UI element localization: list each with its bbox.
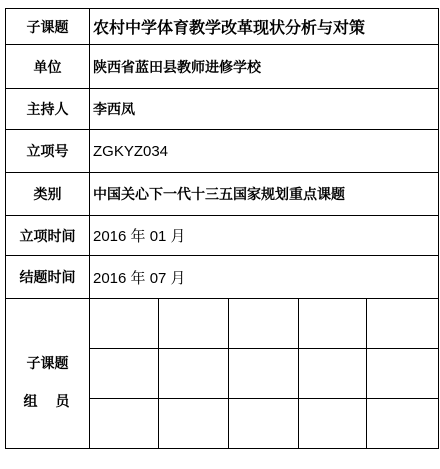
unit-label: 单位 (6, 45, 90, 89)
row-start-time (6, 216, 439, 256)
row-end-time (6, 256, 439, 299)
row-subproject-title (6, 9, 439, 45)
category-label: 类别 (6, 173, 90, 216)
member-cell (159, 299, 229, 349)
member-cell (367, 399, 439, 449)
row-project-id (6, 130, 439, 173)
member-cell (299, 349, 367, 399)
category-value: 中国关心下一代十三五国家规划重点课题 (90, 173, 439, 216)
project-id-value: ZGKYZ034 (90, 130, 439, 173)
project-id-label: 立项号 (6, 130, 90, 173)
members-label-line2: 组员 (23, 393, 88, 410)
row-unit (6, 45, 439, 89)
host-value: 李西凤 (90, 89, 439, 130)
member-cell (229, 349, 299, 399)
end-time-value: 2016 年 07 月 (90, 256, 439, 299)
project-info-table (5, 8, 439, 449)
subproject-title-value: 农村中学体育教学改革现状分析与对策 (90, 9, 439, 45)
member-cell (299, 399, 367, 449)
member-cell (90, 349, 159, 399)
members-label-line1: 子课题 (26, 355, 69, 372)
member-cell (159, 399, 229, 449)
row-category (6, 173, 439, 216)
start-time-label: 立项时间 (6, 216, 90, 256)
start-time-value: 2016 年 01 月 (90, 216, 439, 256)
members-label (6, 299, 90, 449)
member-cell (229, 399, 299, 449)
member-cell (90, 299, 159, 349)
row-host (6, 89, 439, 130)
member-cell (159, 349, 229, 399)
member-cell (367, 349, 439, 399)
member-cell (367, 299, 439, 349)
member-cell (90, 399, 159, 449)
member-cell (229, 299, 299, 349)
member-row (6, 299, 439, 349)
unit-value: 陕西省蓝田县教师进修学校 (90, 45, 439, 89)
end-time-label: 结题时间 (6, 256, 90, 299)
host-label: 主持人 (6, 89, 90, 130)
member-cell (299, 299, 367, 349)
subproject-title-label: 子课题 (6, 9, 90, 45)
